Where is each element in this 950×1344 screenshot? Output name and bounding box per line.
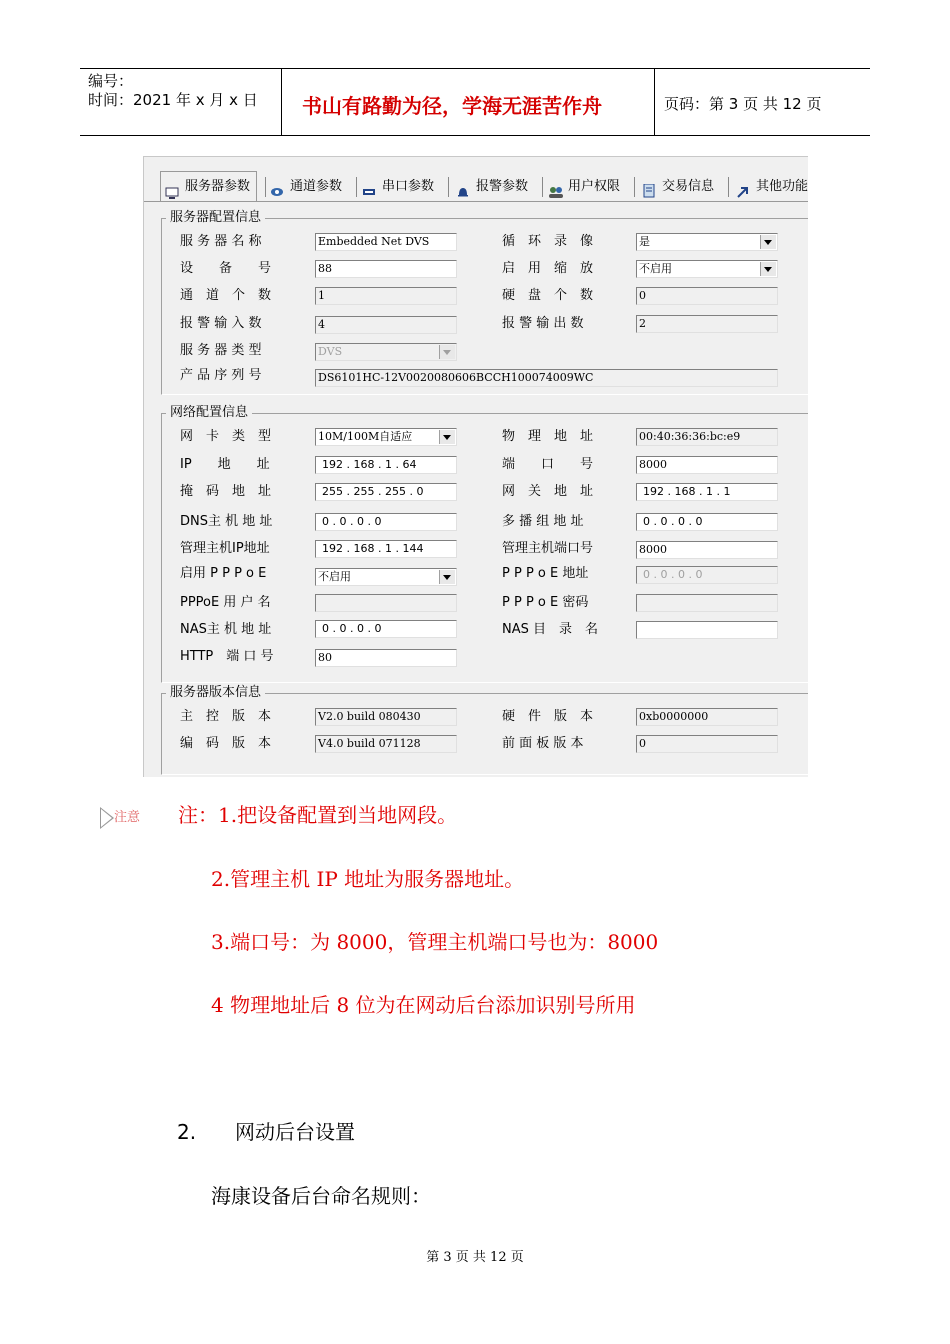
server-name-label: 服 务 器 名 称 — [180, 234, 262, 249]
alarm-in-label: 报 警 输 入 数 — [180, 316, 262, 331]
main-ver-field: V2.0 build 080430 — [315, 708, 457, 726]
tab-alarm-params[interactable] — [456, 173, 528, 200]
header-divider — [654, 68, 655, 136]
serial-port-icon — [362, 181, 376, 193]
page-footer: 第 3 页 共 12 页 — [426, 1250, 524, 1265]
tab-channel-params[interactable] — [270, 173, 342, 200]
panel-ver-field: 0 — [636, 735, 778, 753]
ip-label: IP 地 址 — [180, 457, 270, 472]
tab-user-rights[interactable] — [548, 173, 620, 200]
dns-field[interactable]: 0 . 0 . 0 . 0 — [315, 513, 457, 531]
cycle-record-label: 循 环 录 像 — [502, 234, 594, 249]
tab-label: 串口参数 — [382, 179, 435, 194]
dropdown-arrow-icon[interactable] — [439, 430, 455, 444]
mask-label: 掩 码 地 址 — [180, 484, 272, 499]
ip-field[interactable]: 192 . 168 . 1 . 64 — [315, 456, 457, 474]
note-2: 2.管理主机 IP 地址为服务器地址。 — [211, 867, 525, 891]
hw-ver-label: 硬 件 版 本 — [502, 709, 594, 724]
tab-label: 用户权限 — [568, 179, 621, 194]
enc-ver-field: V4.0 build 071128 — [315, 735, 457, 753]
enc-ver-label: 编 码 版 本 — [180, 736, 272, 751]
section-title: 网动后台设置 — [235, 1120, 355, 1144]
mask-field[interactable]: 255 . 255 . 255 . 0 — [315, 483, 457, 501]
main-ver-label: 主 控 版 本 — [180, 709, 272, 724]
select-value: 不启用 — [318, 570, 351, 583]
bell-icon — [456, 181, 470, 193]
header-bottom-rule — [80, 135, 870, 136]
tab-label: 交易信息 — [662, 179, 715, 194]
server-name-field[interactable]: Embedded Net DVS — [315, 233, 457, 251]
multicast-label: 多 播 组 地 址 — [502, 514, 584, 529]
select-value: DVS — [318, 345, 343, 358]
select-value: 10M/100M自适应 — [318, 430, 413, 443]
port-field[interactable]: 8000 — [636, 456, 778, 474]
pppoe-user-label: PPPoE 用 户 名 — [180, 595, 271, 610]
tab-label: 其他功能 — [756, 179, 808, 194]
tab-server-params[interactable] — [160, 171, 257, 202]
tab-separator — [265, 177, 266, 197]
header-motto: 书山有路勤为径，学海无涯苦作舟 — [302, 94, 602, 118]
users-icon — [548, 181, 562, 193]
group-title: 服务器配置信息 — [166, 209, 265, 227]
camera-icon — [270, 181, 284, 193]
server-type-select — [315, 343, 457, 361]
pppoe-enable-label: 启用 P P P o E — [180, 566, 267, 581]
tab-separator — [356, 177, 357, 197]
section-subtitle: 海康设备后台命名规则： — [211, 1184, 431, 1208]
server-config-dialog — [143, 156, 808, 777]
alarm-out-label: 报 警 输 出 数 — [502, 316, 584, 331]
header-number: 编号： — [88, 72, 134, 90]
note-1: 注：1.把设备配置到当地网段。 — [178, 803, 458, 827]
select-value: 是 — [639, 235, 650, 248]
server-type-label: 服 务 器 类 型 — [180, 343, 262, 358]
serial-field: DS6101HC-12V0020080606BCCH100074009WC — [315, 369, 778, 387]
dropdown-arrow-icon[interactable] — [760, 262, 776, 276]
nas-addr-label: NAS主 机 地 址 — [180, 622, 272, 637]
enable-zoom-select[interactable] — [636, 260, 778, 278]
mac-field: 00:40:36:36:bc:e9 — [636, 428, 778, 446]
document-icon — [642, 181, 656, 193]
section-number: 2. — [177, 1120, 197, 1144]
mgr-port-label: 管理主机端口号 — [502, 541, 594, 556]
mgr-ip-label: 管理主机IP地址 — [180, 541, 270, 556]
alarm-out-field: 2 — [636, 315, 778, 333]
tab-other-functions[interactable] — [736, 173, 808, 200]
dropdown-arrow-icon — [439, 345, 455, 359]
gateway-label: 网 关 地 址 — [502, 484, 594, 499]
port-label: 端 口 号 — [502, 457, 594, 472]
pppoe-enable-select[interactable] — [315, 568, 457, 586]
channel-count-field: 1 — [315, 287, 457, 305]
hw-ver-field: 0xb0000000 — [636, 708, 778, 726]
pppoe-pwd-label: P P P o E 密码 — [502, 595, 589, 610]
dropdown-arrow-icon[interactable] — [439, 570, 455, 584]
header-divider — [281, 68, 282, 136]
pppoe-pwd-field — [636, 594, 778, 612]
gateway-field[interactable]: 192 . 168 . 1 . 1 — [636, 483, 778, 501]
tab-label: 通道参数 — [290, 179, 343, 194]
header-page-info: 页码：第 3 页 共 12 页 — [664, 95, 822, 113]
device-no-label: 设 备 号 — [180, 261, 272, 276]
tab-label: 服务器参数 — [185, 179, 251, 194]
tab-bar — [144, 173, 808, 201]
version-info-group — [161, 685, 808, 775]
tab-separator — [542, 177, 543, 197]
nas-dir-label: NAS 目 录 名 — [502, 622, 599, 637]
stamp-label: 注意 — [114, 810, 141, 825]
mgr-port-field[interactable]: 8000 — [636, 541, 778, 559]
nas-dir-field[interactable] — [636, 621, 778, 639]
nas-addr-field[interactable]: 0 . 0 . 0 . 0 — [315, 620, 457, 638]
panel-ver-label: 前 面 板 版 本 — [502, 736, 584, 751]
disk-count-label: 硬 盘 个 数 — [502, 288, 594, 303]
pppoe-addr-field: 0 . 0 . 0 . 0 — [636, 566, 778, 584]
alarm-in-field: 4 — [315, 316, 457, 334]
multicast-field[interactable]: 0 . 0 . 0 . 0 — [636, 513, 778, 531]
disk-count-field: 0 — [636, 287, 778, 305]
serial-label: 产 品 序 列 号 — [180, 368, 262, 383]
attention-stamp — [100, 806, 146, 830]
tab-label: 报警参数 — [476, 179, 529, 194]
dropdown-arrow-icon[interactable] — [760, 235, 776, 249]
tab-serial-params[interactable] — [362, 173, 434, 200]
tab-baseline — [144, 201, 808, 202]
tab-separator — [728, 177, 729, 197]
tab-transaction-info[interactable] — [642, 173, 714, 200]
enable-zoom-label: 启 用 缩 放 — [502, 261, 594, 276]
device-no-field[interactable]: 88 — [315, 260, 457, 278]
tab-separator — [634, 177, 635, 197]
tab-separator — [448, 177, 449, 197]
arrow-icon — [736, 181, 750, 193]
note-3: 3.端口号：为 8000，管理主机端口号也为：8000 — [211, 930, 659, 954]
header-time: 时间：2021 年 x 月 x 日 — [88, 91, 258, 109]
group-title: 服务器版本信息 — [166, 684, 265, 702]
pppoe-addr-label: P P P o E 地址 — [502, 566, 589, 581]
nic-type-label: 网 卡 类 型 — [180, 429, 272, 444]
cycle-record-select[interactable] — [636, 233, 778, 251]
nic-type-select[interactable] — [315, 428, 457, 446]
mgr-ip-field[interactable]: 192 . 168 . 1 . 144 — [315, 540, 457, 558]
http-port-label: HTTP 端 口 号 — [180, 649, 274, 664]
mac-label: 物 理 地 址 — [502, 429, 594, 444]
monitor-icon — [165, 181, 179, 193]
group-title: 网络配置信息 — [166, 404, 252, 422]
header-top-rule — [80, 68, 870, 69]
select-value: 不启用 — [639, 262, 672, 275]
pppoe-user-field — [315, 594, 457, 612]
dns-label: DNS主 机 地 址 — [180, 514, 273, 529]
note-4: 4 物理地址后 8 位为在网动后台添加识别号所用 — [211, 993, 636, 1017]
channel-count-label: 通 道 个 数 — [180, 288, 272, 303]
http-port-field[interactable]: 80 — [315, 649, 457, 667]
